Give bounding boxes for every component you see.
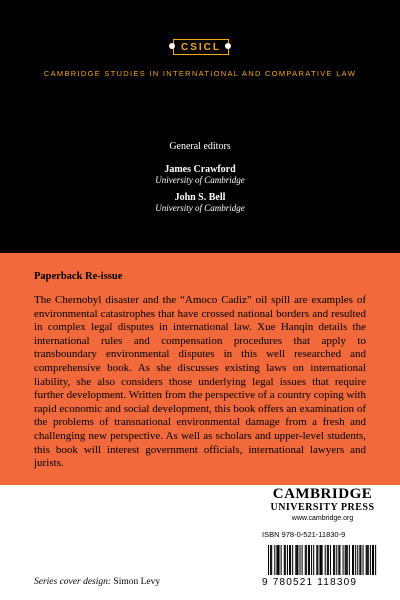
barcode-bar [338, 545, 339, 575]
cover-design-credit [34, 577, 160, 587]
book-description: The Chernobyl disaster and the “Amoco Cadiz” oil spill are examples of environmental catastrophes that have crossed national borders and resulted in complex legal disputes in international law. Xue Hanqin details the international rules and compensation procedures that apply to transboundary environmental disputes in this well researched and comprehensive book. As she discusses existing laws on international liability, she also considers those underlying legal issues that require further development. Written from the perspective of a country coping with rapid economic and social development, this book offers an examination of the problems of transnational environmental damage from a fresh and challenging new perspective. As well as scholars and upper-level students, this book will interest government officials, international lawyers and jurists. [34, 294, 366, 470]
logo-text: CSICL [181, 41, 221, 53]
barcode-bar [305, 545, 306, 575]
barcode-bar [270, 545, 271, 575]
barcode-bar [279, 545, 280, 575]
barcode-bar [313, 545, 314, 575]
barcode-bar [281, 545, 282, 575]
barcode-bar [308, 545, 309, 575]
barcode-bar [339, 545, 340, 575]
publisher-block [260, 486, 385, 524]
barcode-digits: 9 780521 118309 [262, 577, 358, 587]
editor-affiliation: University of Cambridge [155, 175, 245, 185]
barcode-bar [289, 545, 290, 575]
general-editors-heading: General editors [169, 141, 231, 152]
logo-dot-left [169, 43, 175, 49]
barcode-bar [290, 545, 291, 575]
barcode-bar [353, 545, 354, 575]
barcode-bar [287, 545, 288, 575]
barcode-bar [295, 545, 296, 575]
publisher-subname: UNIVERSITY PRESS [270, 502, 375, 513]
barcode-bar [357, 545, 358, 575]
publisher-name: CAMBRIDGE [272, 486, 373, 502]
logo-dot-right [225, 43, 231, 49]
editor-affiliation: University of Cambridge [155, 203, 245, 213]
barcode-bar [277, 545, 278, 575]
barcode-bar [311, 545, 312, 575]
barcode-bar [359, 545, 360, 575]
barcode-bar [330, 545, 331, 575]
barcode-bar [268, 545, 269, 575]
credit-name: Simon Levy [113, 577, 161, 587]
barcode [258, 543, 388, 587]
editor-entry [0, 192, 400, 214]
barcode-bar [336, 545, 337, 575]
barcode-bar [349, 545, 350, 575]
editor-entry [0, 164, 400, 186]
barcode-bar [322, 545, 323, 575]
barcode-bar [321, 545, 322, 575]
barcode-bar [317, 545, 318, 575]
barcode-bar [334, 545, 335, 575]
barcode-bar [276, 545, 277, 575]
barcode-bar [316, 545, 317, 575]
barcode-bar [309, 545, 310, 575]
barcode-bar [375, 545, 376, 575]
barcode-bar [292, 545, 293, 575]
barcode-graphic [258, 543, 388, 587]
barcode-bar [296, 545, 297, 575]
barcode-bar [284, 545, 285, 575]
barcode-bar [346, 545, 347, 575]
csicl-logo [173, 39, 229, 55]
barcode-bar [285, 545, 286, 575]
barcode-bar [345, 545, 346, 575]
series-title: CAMBRIDGE STUDIES IN INTERNATIONAL AND COMPARATIVE LAW [43, 69, 357, 78]
barcode-bar [327, 545, 328, 575]
barcode-bar [328, 545, 329, 575]
barcode-bar [355, 545, 356, 575]
barcode-bar [302, 545, 303, 575]
barcode-bar [367, 545, 368, 575]
barcode-bar [300, 545, 301, 575]
barcode-bar [372, 545, 373, 575]
barcode-bar [297, 545, 298, 575]
credit-label: Series cover design: [34, 577, 112, 587]
isbn-label: ISBN 978-0-521-11830-9 [262, 530, 346, 539]
barcode-bar [363, 545, 364, 575]
barcode-bar [325, 545, 326, 575]
barcode-bar [306, 545, 307, 575]
editor-name: John S. Bell [174, 192, 226, 203]
barcode-bar [271, 545, 272, 575]
barcode-bar [360, 545, 361, 575]
barcode-bar [368, 545, 369, 575]
publisher-url: www.cambridge.org [291, 515, 354, 522]
reissue-heading: Paperback Re-issue [34, 271, 123, 282]
barcode-bar [319, 545, 320, 575]
barcode-bar [274, 545, 275, 575]
barcode-bar [373, 545, 374, 575]
barcode-bar [370, 545, 371, 575]
barcode-bar [333, 545, 334, 575]
barcode-bar [352, 545, 353, 575]
barcode-bar [366, 545, 367, 575]
black-header [0, 0, 400, 253]
barcode-bar [347, 545, 348, 575]
barcode-bar [343, 545, 344, 575]
editor-name: James Crawford [164, 164, 236, 175]
